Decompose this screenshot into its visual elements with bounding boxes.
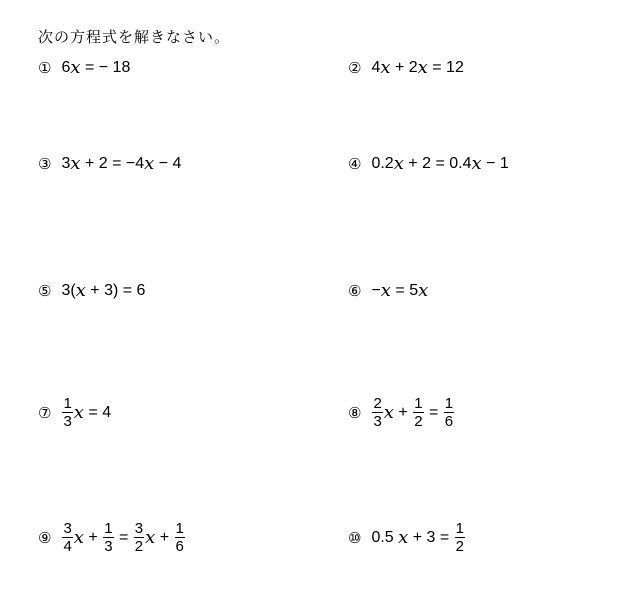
equation (371, 521, 466, 554)
equation-text: = (114, 528, 133, 546)
numerator: 2 (373, 395, 382, 412)
fraction (134, 521, 144, 554)
fraction (62, 396, 72, 429)
denominator: 2 (134, 538, 144, 555)
equation-text: + (83, 528, 103, 546)
problem-10 (348, 521, 466, 554)
numerator: 3 (63, 520, 72, 537)
fraction (175, 521, 185, 554)
equation-text: + 2 = −4 (80, 154, 145, 172)
numerator: 1 (444, 395, 454, 412)
variable: x (73, 402, 84, 423)
problem-3 (38, 153, 181, 174)
equation-text: + 2 (390, 58, 418, 76)
variable: x (75, 280, 86, 301)
equation (371, 280, 428, 301)
equation-text: 6 (61, 58, 71, 76)
numerator: 1 (104, 520, 113, 537)
problem-8 (348, 396, 455, 429)
problem-number: ④ (348, 155, 362, 173)
variable: x (383, 402, 394, 423)
equation-text: 3( (61, 281, 76, 299)
variable: x (393, 153, 404, 174)
denominator: 3 (63, 413, 72, 430)
equation-text: = − 18 (80, 58, 131, 76)
variable: x (398, 527, 409, 548)
problem-number: ① (38, 59, 52, 77)
denominator: 3 (373, 413, 382, 430)
equation-text: = 4 (83, 403, 112, 421)
equation-text: + (393, 403, 413, 421)
equation (61, 57, 130, 78)
fraction (413, 396, 423, 429)
problem-6 (348, 280, 428, 301)
fraction (444, 396, 454, 429)
problem-4 (348, 153, 509, 174)
equation-text: = 12 (427, 58, 464, 76)
problem-9 (38, 521, 186, 554)
equation-text: 4 (371, 58, 381, 76)
equation-text: 0.2 (371, 154, 394, 172)
denominator: 4 (63, 538, 72, 555)
variable: x (70, 57, 81, 78)
equation-text: + (155, 528, 174, 546)
equation-text: − 4 (154, 154, 182, 172)
equation-text: = 5 (390, 281, 419, 299)
equation (61, 280, 145, 301)
fraction (103, 521, 113, 554)
denominator: 6 (444, 413, 454, 430)
problem-number: ⑩ (348, 529, 362, 547)
fraction (455, 521, 465, 554)
instruction-text: 次の方程式を解きなさい。 (38, 29, 231, 46)
variable: x (471, 153, 482, 174)
equation (371, 396, 455, 429)
variable: x (145, 527, 156, 548)
numerator: 3 (134, 520, 144, 537)
problem-number: ⑨ (38, 529, 52, 547)
equation (61, 153, 181, 174)
problem-number: ③ (38, 155, 52, 173)
equation (371, 153, 508, 174)
numerator: 1 (175, 520, 184, 537)
numerator: 1 (455, 520, 465, 537)
problem-7 (38, 396, 111, 429)
equation-text: 0.5 (371, 528, 399, 546)
variable: x (380, 280, 391, 301)
problem-number: ⑤ (38, 282, 52, 300)
equation-text: + 2 = 0.4 (403, 154, 472, 172)
variable: x (73, 527, 84, 548)
variable: x (418, 280, 429, 301)
denominator: 2 (414, 413, 423, 430)
fraction (62, 521, 72, 554)
denominator: 2 (455, 538, 465, 555)
variable: x (380, 57, 391, 78)
equation-text: − (371, 281, 381, 299)
fraction (372, 396, 382, 429)
problem-2 (348, 57, 464, 78)
equation-text: − 1 (481, 154, 509, 172)
problem-number: ⑥ (348, 282, 362, 300)
numerator: 1 (63, 395, 72, 412)
variable: x (144, 153, 155, 174)
problem-1 (38, 57, 130, 78)
variable: x (417, 57, 428, 78)
problem-number: ⑦ (38, 404, 52, 422)
equation-text: + 3) = 6 (85, 281, 146, 299)
problem-number: ⑧ (348, 404, 362, 422)
variable: x (70, 153, 81, 174)
denominator: 6 (175, 538, 184, 555)
equation (61, 521, 185, 554)
numerator: 1 (414, 395, 423, 412)
equation (61, 396, 111, 429)
denominator: 3 (104, 538, 113, 555)
problem-5 (38, 280, 145, 301)
problem-number: ② (348, 59, 362, 77)
equation-text: = (424, 403, 443, 421)
equation-text: 3 (61, 154, 71, 172)
equation (371, 57, 463, 78)
equation-text: + 3 = (408, 528, 454, 546)
